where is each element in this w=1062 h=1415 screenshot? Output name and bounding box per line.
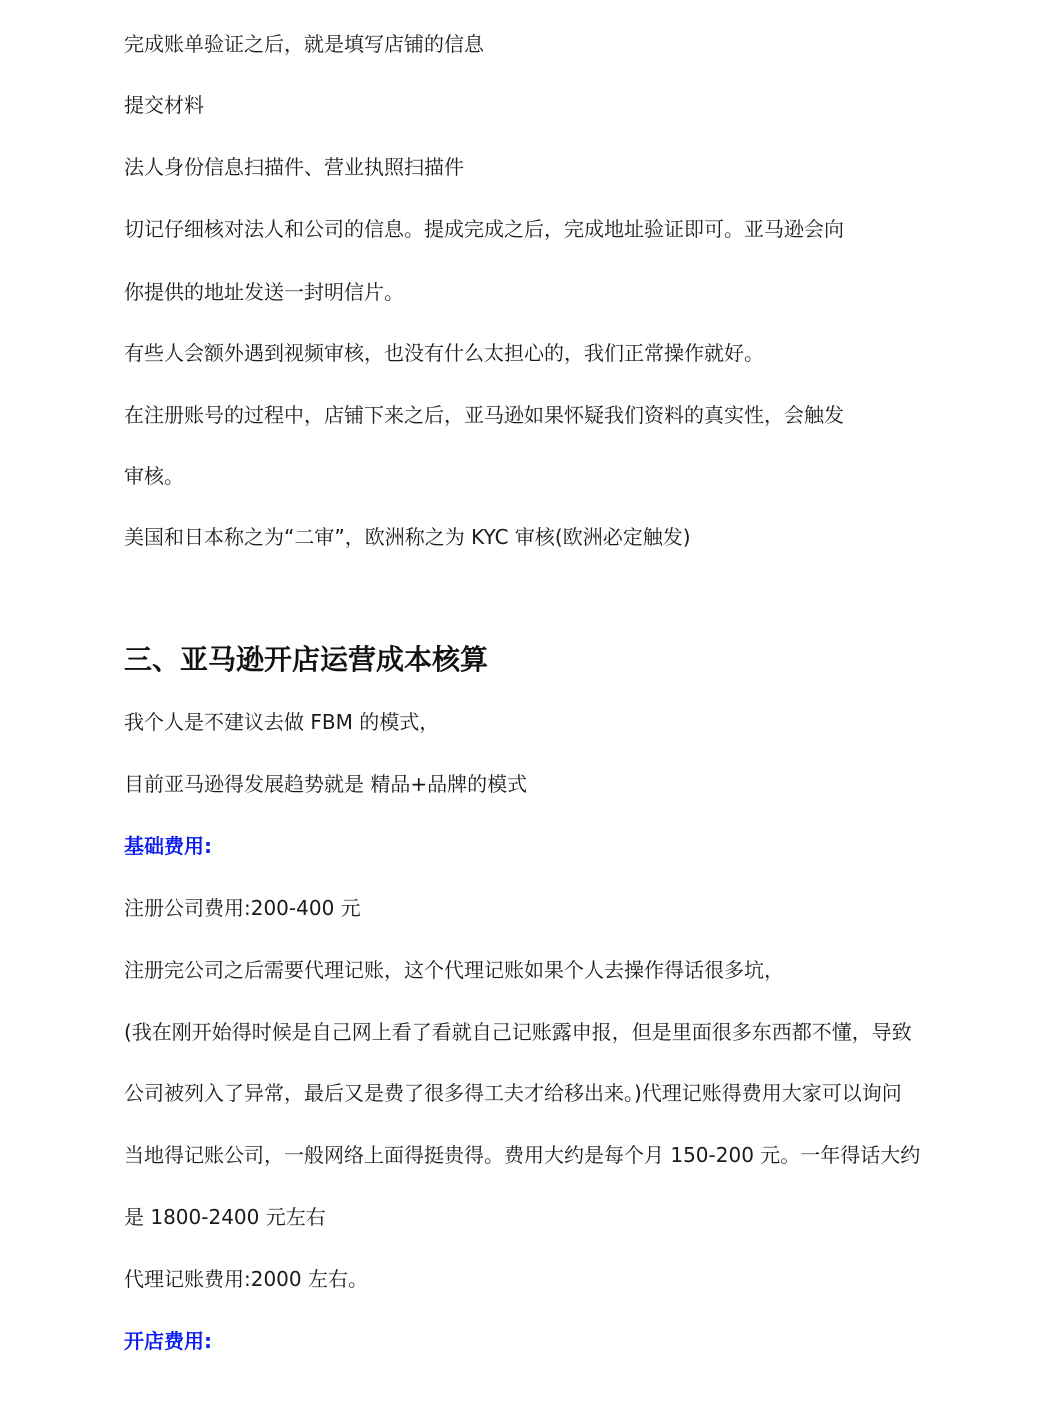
paragraph-line: 提交材料 [124, 93, 204, 117]
paragraph-line: 是 1800-2400 元左右 [124, 1205, 326, 1229]
paragraph-line: 注册公司费用:200-400 元 [124, 896, 361, 920]
paragraph-line: 注册完公司之后需要代理记账，这个代理记账如果个人去操作得话很多坑， [124, 958, 784, 982]
paragraph-line: 我个人是不建议去做 FBM 的模式， [124, 710, 440, 734]
paragraph-line: 美国和日本称之为“二审”，欧洲称之为 KYC 审核(欧洲必定触发) [124, 525, 691, 549]
section-heading: 三、亚马逊开店运营成本核算 [124, 643, 489, 676]
subheading-basic-fees: 基础费用: [124, 834, 212, 858]
paragraph-line: 审核。 [124, 464, 184, 488]
paragraph-line: 当地得记账公司，一般网络上面得挺贵得。费用大约是每个月 150-200 元。一年得话大约 [124, 1143, 921, 1167]
paragraph-line: 完成账单验证之后，就是填写店铺的信息 [124, 32, 484, 56]
paragraph-line: 法人身份信息扫描件、营业执照扫描件 [124, 155, 464, 179]
paragraph-line: (我在刚开始得时候是自己网上看了看就自己记账露申报，但是里面很多东西都不懂，导致 [124, 1020, 912, 1044]
subheading-store-fees: 开店费用: [124, 1329, 212, 1353]
paragraph-line: 代理记账费用:2000 左右。 [124, 1267, 368, 1291]
paragraph-line: 目前亚马逊得发展趋势就是 精品+品牌的模式 [124, 772, 528, 796]
paragraph-line: 在注册账号的过程中，店铺下来之后，亚马逊如果怀疑我们资料的真实性，会触发 [124, 403, 844, 427]
paragraph-line: 你提供的地址发送一封明信片。 [124, 280, 404, 304]
paragraph-line: 切记仔细核对法人和公司的信息。提成完成之后，完成地址验证即可。亚马逊会向 [124, 217, 844, 241]
paragraph-line: 有些人会额外遇到视频审核，也没有什么太担心的，我们正常操作就好。 [124, 341, 764, 365]
paragraph-line: 公司被列入了异常，最后又是费了很多得工夫才给移出来。)代理记账得费用大家可以询问 [124, 1081, 902, 1105]
